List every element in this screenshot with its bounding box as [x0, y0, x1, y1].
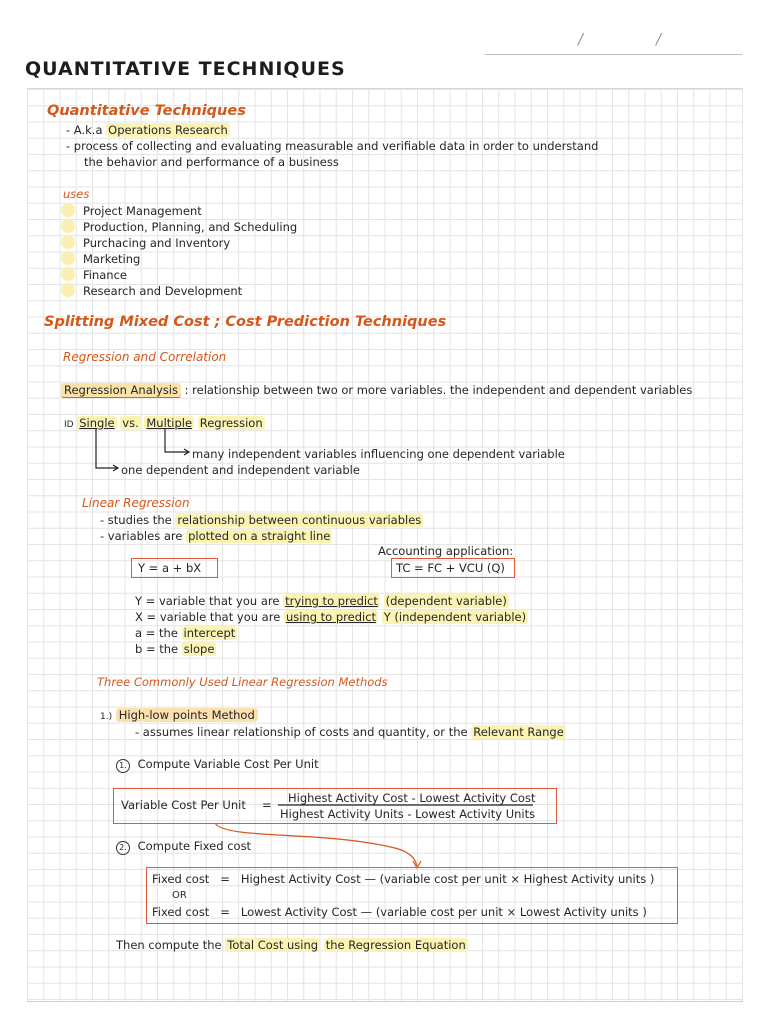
linear-bullet-2 — [100, 529, 332, 543]
multiple-def: many independent variables influencing one dependent variable — [192, 447, 565, 461]
uses-item: Research and Development — [83, 284, 243, 298]
page-title: QUANTITATIVE TECHNIQUES — [25, 58, 346, 80]
definition-highlight: using to predict — [285, 610, 377, 624]
fixed-cost-low-formula: Lowest Activity Cost — (variable cost per unit × Lowest Activity units ) — [240, 905, 647, 919]
sub-heading-regression: Regression and Correlation — [63, 350, 227, 364]
vs-term: vs. — [122, 416, 139, 430]
date-slash: / — [578, 30, 584, 48]
definition-prefix: = variable that you are — [146, 610, 281, 624]
single-def: one dependent and independent variable — [121, 463, 360, 477]
definition-prefix: = variable that you are — [145, 594, 280, 608]
uses-item: Purchacing and Inventory — [83, 236, 231, 250]
equals-sign: = — [262, 798, 272, 812]
step-1-label: Compute Variable Cost Per Unit — [137, 757, 319, 771]
definition-symbol: Y — [135, 594, 143, 608]
uses-item: Marketing — [83, 252, 141, 266]
uses-item: Finance — [83, 268, 127, 282]
definition-symbol: b — [135, 642, 143, 656]
definition-row — [135, 642, 216, 656]
regression-formula: Y = a + bX — [138, 561, 202, 575]
definition-prefix: = the — [145, 642, 179, 656]
definition-row — [135, 610, 528, 624]
definition-line-1: - process of collecting and evaluating measurable and verifiable data in order to understand — [66, 139, 599, 153]
definition-suffix: (dependent variable) — [385, 594, 507, 608]
definition-highlight: intercept — [183, 626, 236, 640]
id-prefix: ID — [64, 420, 74, 430]
equals-sign: = — [220, 872, 230, 886]
high-low-title: High-low points Method — [116, 708, 258, 722]
aka-term: Operations Research — [108, 123, 228, 137]
fixed-cost-label: Fixed cost — [152, 905, 210, 919]
then-highlight-2: the Regression Equation — [325, 938, 466, 952]
step-2-number: 2. — [116, 841, 130, 855]
linear-bullet-2-prefix: - variables are — [100, 529, 183, 543]
regression-analysis-label: Regression Analysis — [61, 383, 181, 398]
colon: : — [184, 383, 189, 397]
accounting-application-label: Accounting application: — [378, 544, 514, 558]
then-prefix: Then compute the — [116, 938, 222, 952]
fixed-cost-line-1 — [152, 872, 654, 886]
step-2-label: Compute Fixed cost — [137, 839, 252, 853]
step-1-number: 1. — [116, 759, 130, 773]
uses-item: Project Management — [83, 204, 202, 218]
methods-heading: Three Commonly Used Linear Regression Methods — [97, 675, 388, 689]
or-label: OR — [172, 890, 187, 901]
definition-prefix: = the — [145, 626, 178, 640]
multiple-term: Multiple — [146, 416, 193, 430]
step-1-line — [116, 757, 319, 773]
section-heading-qt: Quantitative Techniques — [47, 103, 246, 119]
vcpu-denominator: Highest Activity Units - Lowest Activity Units — [280, 807, 536, 821]
method-number: 1.) — [100, 712, 113, 722]
date-slash: / — [656, 30, 662, 48]
linear-bullet-2-highlight: plotted on a straight line — [188, 529, 331, 543]
uses-item: Production, Planning, and Scheduling — [83, 220, 298, 234]
regression-analysis-def: relationship between two or more variables. the independent and dependent variables — [192, 383, 693, 397]
then-compute-line — [116, 938, 468, 952]
linear-bullet-1-highlight: relationship between continuous variables — [177, 513, 422, 527]
definition-suffix: Y (independent variable) — [383, 610, 527, 624]
vcpu-label: Variable Cost Per Unit — [121, 798, 246, 812]
section-heading-split: Splitting Mixed Cost ; Cost Prediction Techniques — [44, 314, 447, 330]
uses-heading: uses — [63, 187, 90, 201]
equals-sign: = — [220, 905, 230, 919]
fixed-cost-high-formula: Highest Activity Cost — (variable cost per unit × Highest Activity units ) — [240, 872, 655, 886]
fixed-cost-line-2 — [152, 905, 647, 919]
assumes-prefix: - assumes linear relationship of costs and quantity, or the — [135, 725, 468, 739]
then-highlight-1: Total Cost using — [227, 938, 319, 952]
definition-highlight: trying to predict — [285, 594, 378, 608]
relevant-range: Relevant Range — [473, 725, 564, 739]
step-2-line — [116, 839, 251, 855]
definition-highlight: slope — [183, 642, 215, 656]
high-low-title-line — [100, 708, 258, 724]
regression-term: Regression — [199, 416, 263, 430]
fixed-cost-label: Fixed cost — [152, 872, 210, 886]
definition-symbol: a — [135, 626, 143, 640]
linear-bullet-1-prefix: - studies the — [100, 513, 172, 527]
definition-row — [135, 594, 509, 608]
accounting-formula: TC = FC + VCU (Q) — [396, 561, 505, 575]
single-term: Single — [79, 416, 115, 430]
vcpu-numerator: Highest Activity Cost - Lowest Activity Cost — [288, 791, 536, 805]
aka-prefix: - A.k.a — [66, 123, 103, 137]
linear-bullet-1 — [100, 513, 423, 527]
definition-symbol: X — [135, 610, 143, 624]
definition-row — [135, 626, 237, 640]
linear-regression-heading: Linear Regression — [82, 496, 190, 510]
assumes-line — [135, 725, 566, 739]
definition-line-2: the behavior and performance of a business — [84, 155, 339, 169]
